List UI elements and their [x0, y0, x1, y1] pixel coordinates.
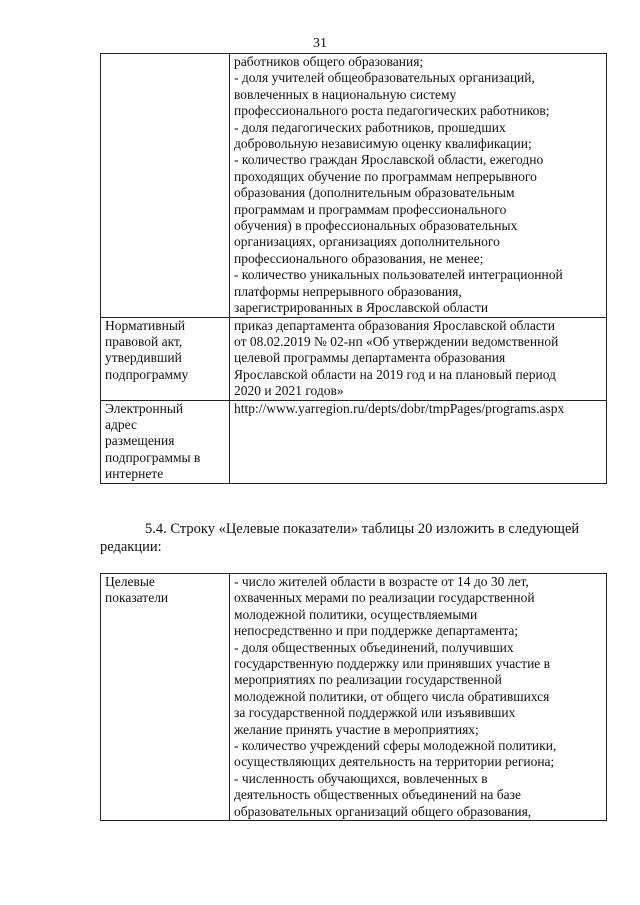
cell-line: охваченных мерами по реализации государственной: [234, 590, 535, 606]
page-number: 31: [313, 36, 327, 51]
cell-line: - число жителей области в возрасте от 14 до 30 лет,: [234, 574, 529, 589]
cell-line: зарегистрированных в Ярославской области: [234, 300, 489, 316]
table-cell-value-web-address: [230, 400, 607, 483]
cell-line: непосредственно и при поддержке департамента;: [234, 623, 519, 639]
cell-line: 2020 и 2021 годов»: [234, 383, 344, 399]
cell-line: образовательных организаций общего образования,: [234, 803, 532, 819]
cell-line: организациях, организациях дополнительного: [234, 234, 500, 250]
cell-line: - количество уникальных пользователей интеграционной: [234, 267, 563, 283]
cell-line: подпрограммы в: [105, 449, 201, 465]
cell-line: - количество граждан Ярославской области, ежегодно: [234, 152, 544, 168]
cell-line: адрес: [105, 416, 137, 432]
cell-line: за государственной поддержкой или изъявивших: [234, 705, 516, 721]
table-row-target-indicators-continuation: [101, 54, 607, 318]
target-indicators-table: [100, 573, 607, 821]
cell-line: молодежной политики, осуществляемыми: [234, 606, 478, 622]
paragraph-line: редакции:: [100, 539, 162, 555]
cell-line: программам и программам профессионального: [234, 201, 507, 217]
cell-line: интернете: [105, 466, 164, 482]
cell-line: размещения: [105, 433, 175, 449]
cell-line: Нормативный: [105, 317, 186, 333]
cell-line: проходящих обучение по программам непрерывного: [234, 168, 537, 184]
cell-line: добровольную независимую оценку квалификации;: [234, 136, 532, 152]
table-row-target-indicators: [101, 574, 607, 821]
cell-line: осуществляющих деятельность на территории региона;: [234, 754, 555, 770]
subprogram-passport-table-continuation: [100, 53, 607, 484]
cell-line: профессионального образования, не менее;: [234, 250, 484, 266]
cell-line: Целевые: [105, 574, 155, 589]
cell-line: Электронный: [105, 400, 184, 416]
cell-line: мероприятиях по реализации государственной: [234, 672, 502, 688]
cell-line: платформы непрерывного образования,: [234, 283, 462, 299]
cell-line: показатели: [105, 590, 169, 606]
paragraph-line: [100, 520, 607, 538]
table-cell-label-web-address: [101, 400, 230, 483]
cell-line: Ярославской области на 2019 год и на плановый период: [234, 366, 556, 382]
table-cell-empty-label: [101, 54, 230, 318]
subprogram-url: http://www.yarregion.ru/depts/dobr/tmpPages/programs.aspx: [234, 400, 565, 416]
cell-line: от 08.02.2019 № 02-нп «Об утверждении ведомственной: [234, 333, 559, 349]
cell-line: профессионального роста педагогических работников;: [234, 103, 550, 119]
table-row-web-address: [101, 400, 607, 483]
cell-line: приказ департамента образования Ярославской области: [234, 317, 555, 333]
cell-line: целевой программы департамента образования: [234, 350, 506, 366]
cell-line: государственную поддержку или принявших участие в: [234, 656, 551, 672]
amendment-paragraph: [100, 520, 607, 556]
cell-line: утвердивший: [105, 350, 182, 366]
table-cell-label-normative-act: [101, 317, 230, 400]
table-cell-value-target-indicators: [230, 574, 607, 821]
cell-line: обучения) в профессиональных образовательных: [234, 218, 518, 234]
table-row-normative-act: [101, 317, 607, 400]
cell-line: - доля общественных объединений, получивших: [234, 639, 514, 655]
paragraph-text: 5.4. Строку «Целевые показатели» таблицы 20 изложить в следующей: [145, 521, 580, 537]
cell-line: желание принять участие в мероприятиях;: [234, 721, 479, 737]
cell-line: работников общего образования;: [234, 54, 424, 69]
cell-line: - доля учителей общеобразовательных организаций,: [234, 70, 535, 86]
cell-line: - количество учреждений сферы молодежной политики,: [234, 738, 557, 754]
table-cell-label-target-indicators: [101, 574, 230, 821]
cell-line: правовой акт,: [105, 333, 183, 349]
cell-line: вовлеченных в национальную систему: [234, 86, 457, 102]
cell-line: - численность обучающихся, вовлеченных в: [234, 770, 488, 786]
cell-line: деятельность общественных объединений на базе: [234, 787, 521, 803]
cell-line: молодежной политики, от общего числа обратившихся: [234, 688, 550, 704]
cell-line: образования (дополнительным образовательным: [234, 185, 515, 201]
cell-line: подпрограмму: [105, 366, 189, 382]
table-cell-value-normative-act: [230, 317, 607, 400]
table-cell-indicators-continuation: [230, 54, 607, 318]
cell-line: - доля педагогических работников, прошедших: [234, 119, 506, 135]
